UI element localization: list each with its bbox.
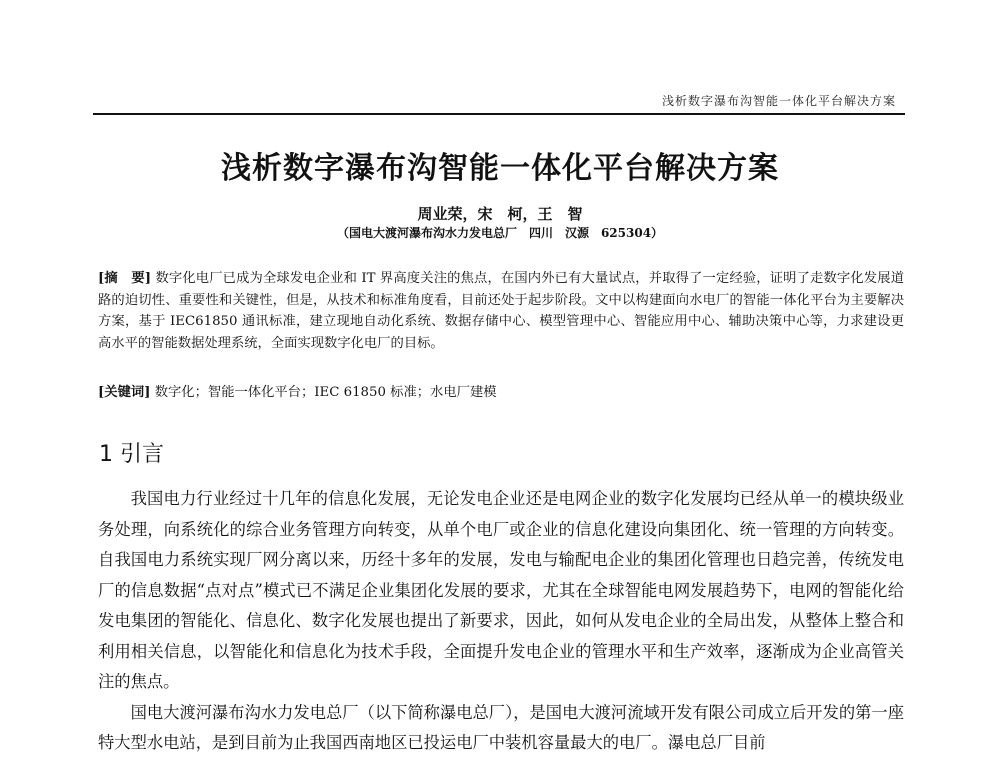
- keywords-label: [关键词]: [98, 385, 151, 400]
- header-rule: [93, 113, 905, 115]
- author-list: 周业荣，宋 柯，王 智: [417, 205, 583, 223]
- section-heading: 1 引言: [99, 442, 164, 467]
- keywords: [98, 382, 904, 404]
- body-paragraph: 国电大渡河瀑布沟水力发电总厂（以下简称瀑电总厂），是国电大渡河流域开发有限公司成立后开发的第一座特大型水电站，是到目前为止我国西南地区已投运电厂中装机容量最大的电厂。瀑电总厂目前: [98, 702, 904, 752]
- abstract-label: [摘 要]: [98, 271, 152, 286]
- affiliation: （国电大渡河瀑布沟水力发电总厂 四川 汉源 625304）: [336, 226, 664, 240]
- section-body: [98, 484, 904, 759]
- paper-title: 浅析数字瀑布沟智能一体化平台解决方案: [221, 151, 779, 186]
- keywords-text: 数字化；智能一体化平台；IEC 61850 标准；水电厂建模: [154, 385, 497, 400]
- abstract: [98, 268, 904, 354]
- running-head: 浅析数字瀑布沟智能一体化平台解决方案: [661, 94, 896, 108]
- abstract-text: 数字化电厂已成为全球发电企业和 IT 界高度关注的焦点，在国内外已有大量试点，并取得了一定经验，证明了走数字化发展道路的迫切性、重要性和关键性，但是，从技术和标准角度看，目前还处于起步阶段。文中以构建面向水电厂的智能一体化平台为主要解决方案，基于 IEC61850 通讯标准，建立现地自动化系统、数据存储中心、模型管理中心、智能应用中心、辅助决策中心等，力求建设更高水平的智能数据处理系统，全面实现数字化电厂的目标。: [98, 271, 904, 351]
- body-paragraph: 我国电力行业经过十几年的信息化发展，无论发电企业还是电网企业的数字化发展均已经从单一的模块级业务处理，向系统化的综合业务管理方向转变，从单个电厂或企业的信息化建设向集团化、统一管理的方向转变。自我国电力系统实现厂网分离以来，历经十多年的发展，发电与输配电企业的集团化管理也日趋完善，传统发电厂的信息数据“点对点”模式已不满足企业集团化发展的要求，尤其在全球智能电网发展趋势下，电网的智能化给发电集团的智能化、信息化、数字化发展也提出了新要求，因此，如何从发电企业的全局出发，从整体上整合和利用相关信息，以智能化和信息化为技术手段，全面提升发电企业的管理水平和生产效率，逐渐成为企业高管关注的焦点。: [98, 489, 904, 691]
